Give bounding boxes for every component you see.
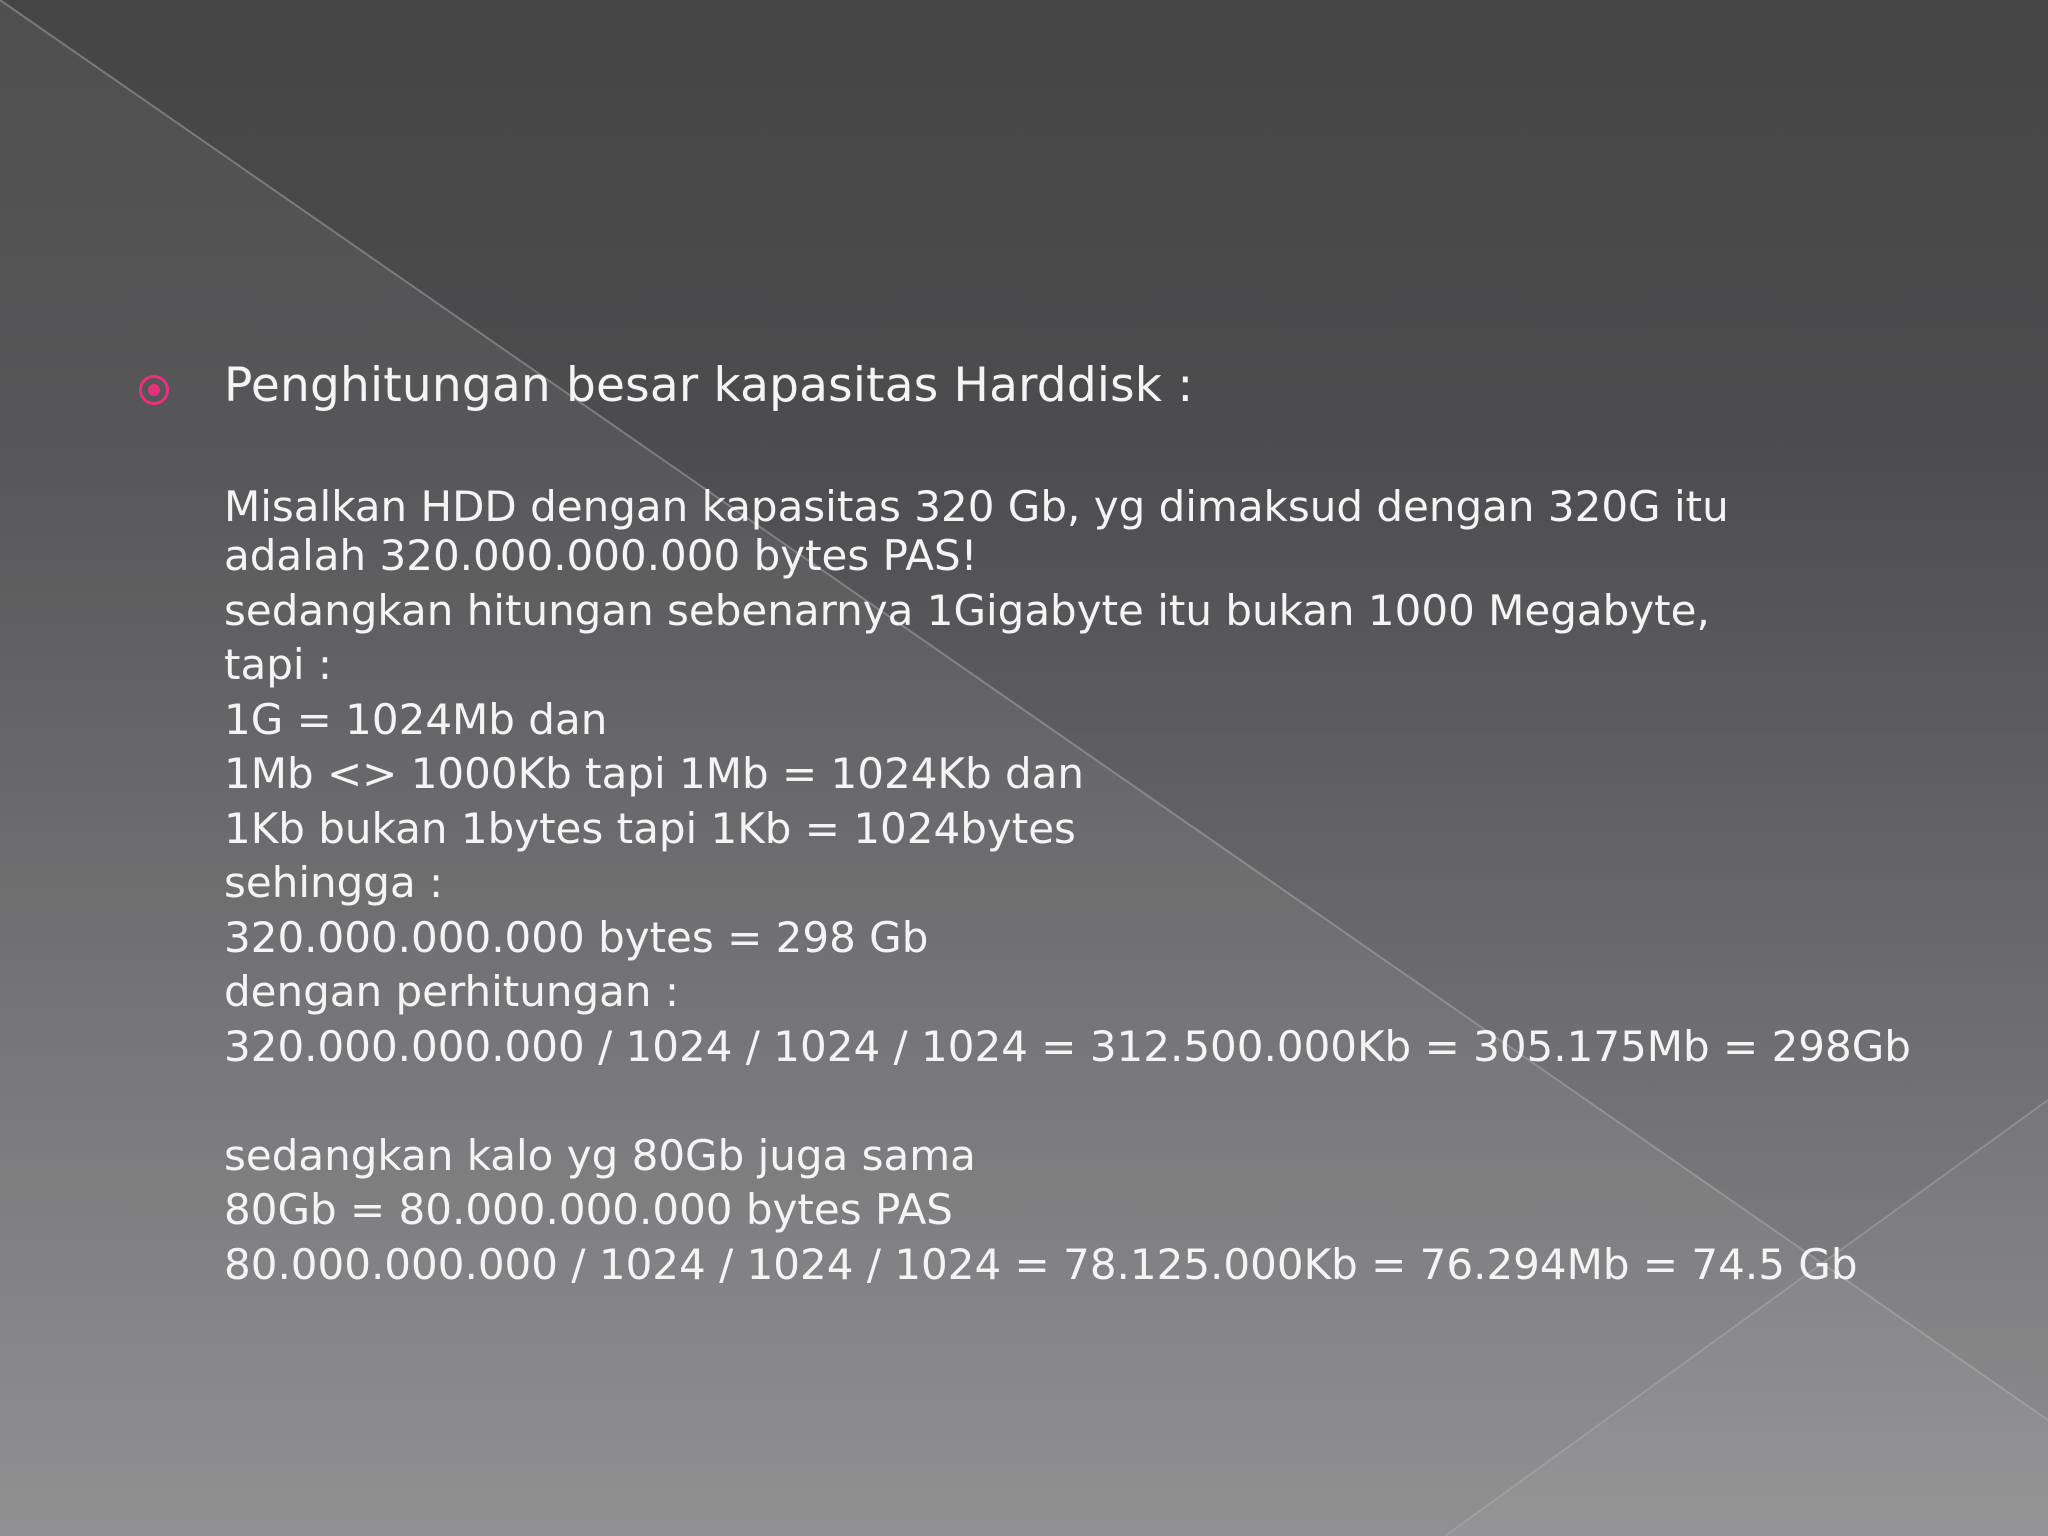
body-line: 1Mb <> 1000Kb tapi 1Mb = 1024Kb dan <box>224 749 1084 798</box>
body-line: Misalkan HDD dengan kapasitas 320 Gb, yg dimaksud dengan 320G itu <box>224 482 1729 531</box>
body-line: dengan perhitungan : <box>224 967 680 1016</box>
body-line: sedangkan kalo yg 80Gb juga sama <box>224 1130 976 1180</box>
body-line: 320.000.000.000 / 1024 / 1024 / 1024 = 312.500.000Kb = 305.175Mb = 298Gb <box>224 1021 1911 1071</box>
body-line: adalah 320.000.000.000 bytes PAS! <box>224 531 978 580</box>
body-line: 80Gb = 80.000.000.000 bytes PAS <box>224 1185 953 1234</box>
body-line: tapi : <box>224 640 333 689</box>
circle-bullet-icon <box>139 375 169 405</box>
body-line: sedangkan hitungan sebenarnya 1Gigabyte itu bukan 1000 Megabyte, <box>224 585 1710 635</box>
slide-body <box>224 482 1911 1292</box>
body-line: 1G = 1024Mb dan <box>224 694 608 744</box>
body-line: sehingga : <box>224 858 444 907</box>
slide-heading: Penghitungan besar kapasitas Harddisk : <box>224 358 1194 413</box>
body-line: 320.000.000.000 bytes = 298 Gb <box>224 912 929 962</box>
blank-line <box>224 1074 1874 1129</box>
body-line: 1Kb bukan 1bytes tapi 1Kb = 1024bytes <box>224 803 1076 853</box>
body-line: 80.000.000.000 / 1024 / 1024 / 1024 = 78.125.000Kb = 76.294Mb = 74.5 Gb <box>224 1239 1858 1289</box>
